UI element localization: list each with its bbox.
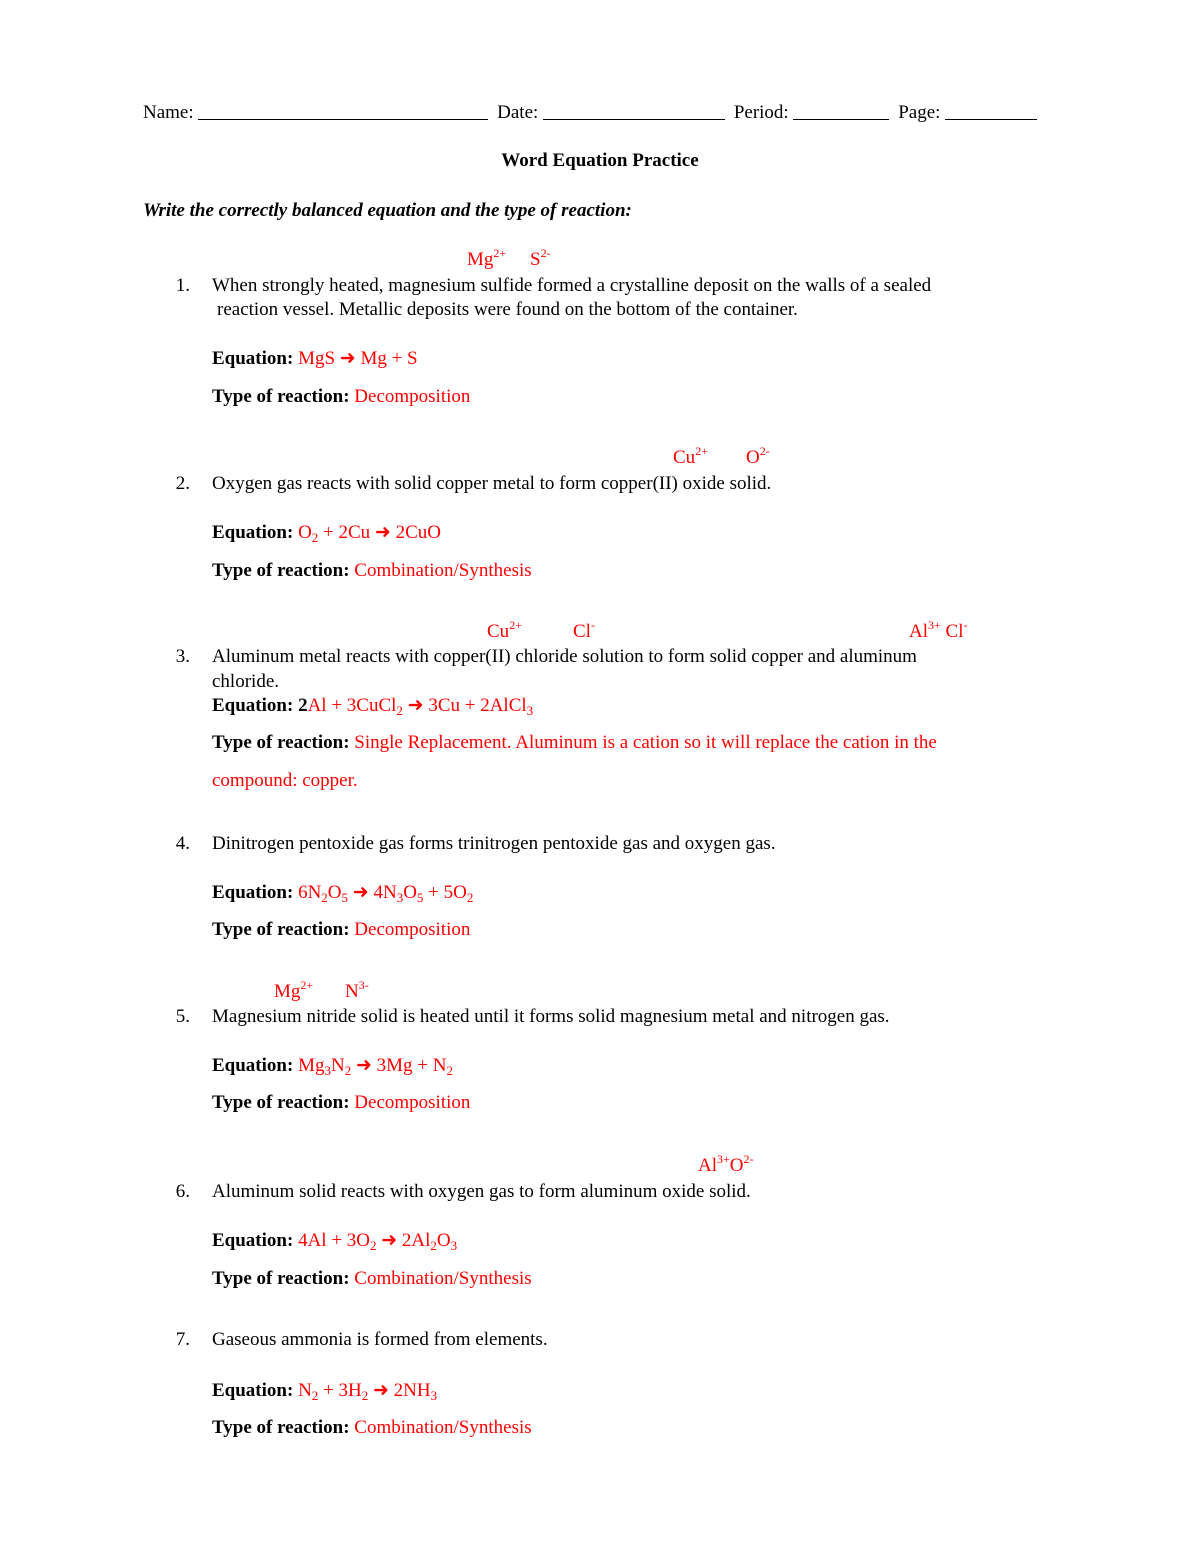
q1-equation-label: Equation: xyxy=(212,348,294,369)
date-label: Date: xyxy=(497,102,539,123)
q1-text-line2: reaction vessel. Metallic deposits were found on the bottom of the container. xyxy=(217,299,798,320)
q7-equation-row xyxy=(212,1380,437,1402)
q5-equation-label: Equation: xyxy=(212,1055,294,1076)
q5-ion-mg: $Mg^{2+}$ xyxy=(274,978,314,1002)
q6-number: 6. xyxy=(175,1181,190,1202)
q2-equation-row xyxy=(212,522,441,544)
q4-type-label: Type of reaction: xyxy=(212,919,350,940)
q7-type-row xyxy=(212,1417,532,1439)
q4-type: Decomposition xyxy=(354,919,471,940)
name-label: Name: xyxy=(143,102,194,123)
q2-type-row xyxy=(212,560,532,582)
q2-ion-cu: $Cu^{2+}$ xyxy=(673,444,708,468)
q1-equation-row xyxy=(212,348,418,370)
q1-ion-s: $S^{2-}$ xyxy=(530,246,551,270)
q1-number: 1. xyxy=(175,275,190,296)
q3-ion-alcl: $Al^{3+}$ Cl- xyxy=(909,618,968,642)
q4-equation: $6N_2O_5$ ➜ $4N_3O_5 + 5O_2$ xyxy=(298,882,474,905)
q5-text: Magnesium nitride solid is heated until it forms solid magnesium metal and nitrogen gas. xyxy=(212,1006,890,1027)
period-label: Period: xyxy=(733,102,789,123)
q5-type-label: Type of reaction: xyxy=(212,1092,350,1113)
q7-equation-label: Equation: xyxy=(212,1380,294,1401)
q1-ion-mg: $Mg^{2+}$ xyxy=(467,246,507,270)
q5-number: 5. xyxy=(175,1006,190,1027)
q6-text: Aluminum solid reacts with oxygen gas to form aluminum oxide solid. xyxy=(212,1181,751,1202)
page-label: Page: xyxy=(898,102,941,123)
q3-type-row xyxy=(212,732,937,754)
q6-equation: $4Al + 3O_2$ ➜ $2Al_2O_3$ xyxy=(298,1230,458,1253)
q5-ion-n: $N^{3-}$ xyxy=(345,978,369,1002)
q4-type-row xyxy=(212,919,470,941)
q2-number: 2. xyxy=(175,473,190,494)
period-blank[interactable] xyxy=(793,103,889,120)
q3-type-label: Type of reaction: xyxy=(212,732,350,753)
q3-equation: 2Al + 3CuCl$_2$ ➜ 3Cu + 2AlCl$_3$ xyxy=(298,695,534,718)
q2-equation-label: Equation: xyxy=(212,522,294,543)
q6-equation-row xyxy=(212,1230,457,1252)
instruction: Write the correctly balanced equation and the type of reaction: xyxy=(143,200,632,221)
q1-type-label: Type of reaction: xyxy=(212,386,350,407)
q2-type-label: Type of reaction: xyxy=(212,560,350,581)
q4-equation-row xyxy=(212,882,473,904)
q1-type-row xyxy=(212,386,470,408)
q3-text-line1: Aluminum metal reacts with copper(II) chloride solution to form solid copper and aluminum xyxy=(212,646,917,667)
q3-type-line1: Single Replacement. Aluminum is a cation so it will replace the cation in the xyxy=(354,732,937,753)
q2-type: Combination/Synthesis xyxy=(354,560,532,581)
page-title: Word Equation Practice xyxy=(501,150,699,171)
q1-type: Decomposition xyxy=(354,386,471,407)
q5-equation: $Mg_3N_2$ ➜ $3Mg + N_2$ xyxy=(298,1055,453,1078)
q2-text: Oxygen gas reacts with solid copper metal to form copper(II) oxide solid. xyxy=(212,473,772,494)
q6-type-row xyxy=(212,1268,532,1290)
q3-number: 3. xyxy=(175,646,190,667)
q7-type-label: Type of reaction: xyxy=(212,1417,350,1438)
q7-text: Gaseous ammonia is formed from elements. xyxy=(212,1329,548,1350)
q6-type-label: Type of reaction: xyxy=(212,1268,350,1289)
q4-number: 4. xyxy=(175,833,190,854)
header-row xyxy=(143,102,1037,124)
q7-type: Combination/Synthesis xyxy=(354,1417,532,1438)
q3-type-line2: compound: copper. xyxy=(212,770,358,791)
q5-type-row xyxy=(212,1092,470,1114)
q1-equation: MgS ➜ Mg + S xyxy=(298,348,418,369)
q6-type: Combination/Synthesis xyxy=(354,1268,532,1289)
q3-text-line2: chloride. xyxy=(212,671,280,692)
q7-equation: $N_2 + 3H_2$ ➜ $2NH_3$ xyxy=(298,1380,438,1403)
q2-equation: $O_2 + 2Cu$ ➜ 2CuO xyxy=(298,522,441,545)
q2-ion-o: $O^{2-}$ xyxy=(746,444,770,468)
q5-equation-row xyxy=(212,1055,453,1077)
date-blank[interactable] xyxy=(543,103,725,120)
q1-text-line1: When strongly heated, magnesium sulfide formed a crystalline deposit on the walls of a sealed xyxy=(212,275,932,296)
q7-number: 7. xyxy=(175,1329,190,1350)
q3-ion-cu: $Cu^{2+}$ xyxy=(487,618,522,642)
name-blank[interactable] xyxy=(198,103,488,120)
q3-ion-cl: Cl- xyxy=(573,618,595,642)
q5-type: Decomposition xyxy=(354,1092,471,1113)
q3-equation-row xyxy=(212,695,533,717)
page-blank[interactable] xyxy=(945,103,1037,120)
q6-ion-alo: $Al^{3+}O^{2-}$ xyxy=(698,1152,754,1176)
q3-equation-label: Equation: xyxy=(212,695,294,716)
q4-equation-label: Equation: xyxy=(212,882,294,903)
q6-equation-label: Equation: xyxy=(212,1230,294,1251)
q4-text: Dinitrogen pentoxide gas forms trinitrogen pentoxide gas and oxygen gas. xyxy=(212,833,776,854)
